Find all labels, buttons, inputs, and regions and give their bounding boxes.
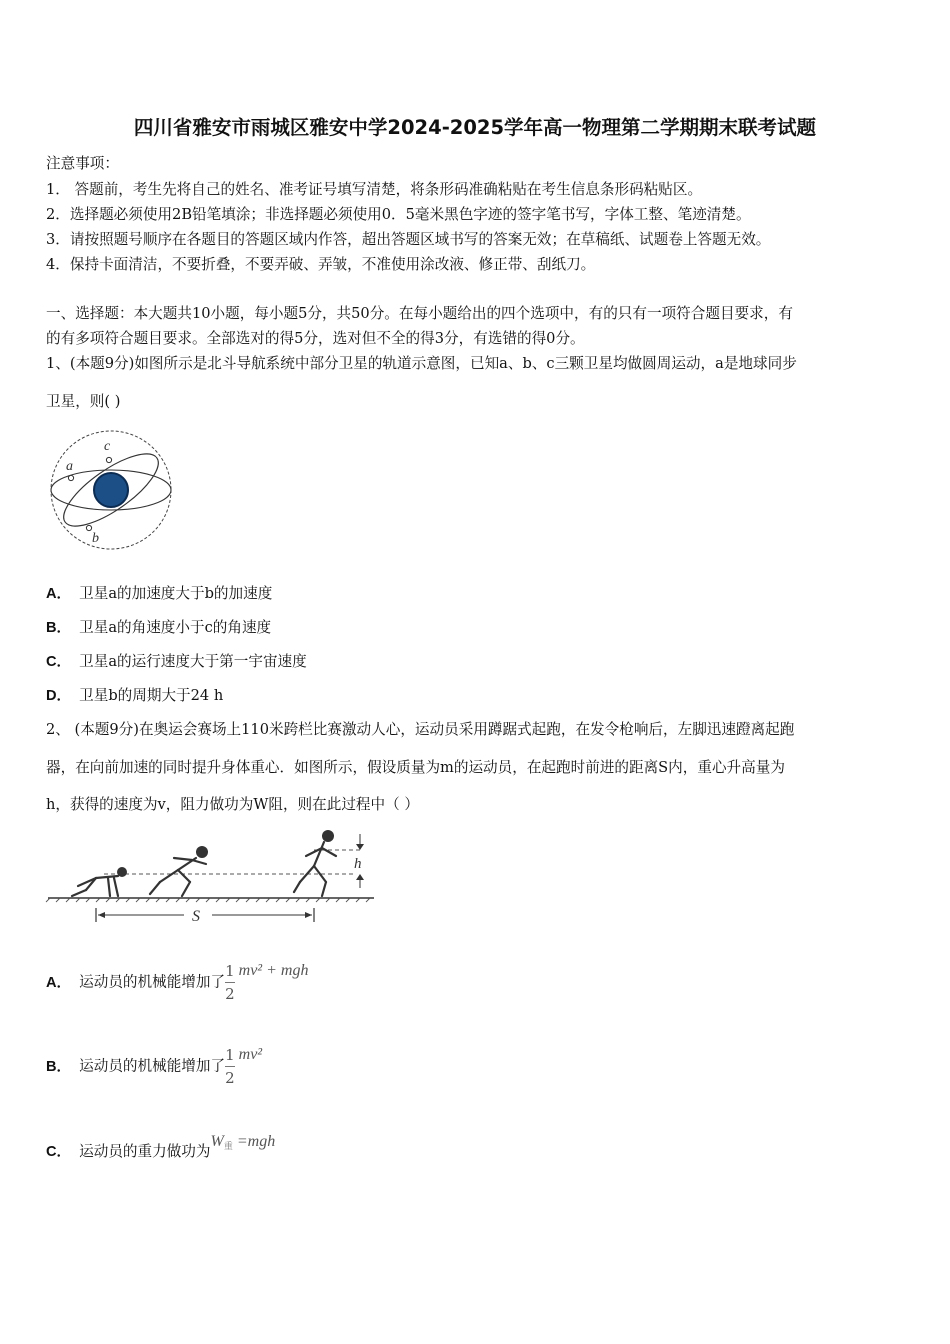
orbit-label-c: c	[104, 439, 111, 454]
section1-line2: 的有多项符合题目要求。全部选对的得5分，选对但不全的得3分，有选错的得0分。	[46, 330, 585, 347]
q2-stem-line1: 2、 (本题9分)在奥运会赛场上110米跨栏比赛激动人心，运动员采用蹲踞式起跑，在发令枪响后，左脚迅速蹬离起跑	[46, 721, 795, 738]
q1-option-c[interactable]: C． 卫星a的运行速度大于第一宇宙速度	[46, 653, 307, 670]
q2-option-b[interactable]: B． 运动员的机械能增加了 $\frac{1}{2}$ mv²	[46, 1045, 263, 1087]
q2-option-c[interactable]: C． 运动员的重力做功为$W_重 =mgh$	[46, 1133, 276, 1160]
orbit-diagram	[44, 426, 179, 556]
orbit-label-a: a	[66, 459, 73, 474]
runner-label-h: h	[354, 856, 362, 872]
q1-option-d[interactable]: D． 卫星b的周期大于24 h	[46, 687, 224, 704]
runner-label-s: S	[192, 908, 200, 925]
q1-option-a[interactable]: A． 卫星a的加速度大于b的加速度	[46, 585, 273, 602]
notice-item-4: 4．保持卡面清洁，不要折叠，不要弄破、弄皱，不准使用涂改液、修正带、刮纸刀。	[46, 256, 596, 273]
q2-stem-line2: 器，在向前加速的同时提升身体重心．如图所示，假设质量为m的运动员，在起跑时前进的距离S内，重心升高量为	[46, 759, 785, 776]
q1-stem-line2: 卫星，则( )	[46, 393, 121, 410]
q1-option-b[interactable]: B． 卫星a的角速度小于c的角速度	[46, 619, 272, 636]
section1-line1: 一、选择题：本大题共10小题，每小题5分，共50分。在每小题给出的四个选项中，有的只有一项符合题目要求，有	[46, 305, 793, 322]
runner-diagram	[44, 826, 379, 926]
fraction: $\frac{1}{2}$	[225, 1046, 235, 1087]
notice-item-3: 3．请按照题号顺序在各题目的答题区域内作答，超出答题区域书写的答案无效；在草稿纸、试题卷上答题无效。	[46, 231, 771, 248]
notice-item-1: 1． 答题前，考生先将自己的姓名、准考证号填写清楚，将条形码准确粘贴在考生信息条形码粘贴区。	[46, 181, 703, 198]
notice-item-2: 2．选择题必须使用2B铅笔填涂；非选择题必须使用0．5毫米黑色字迹的签字笔书写，字体工整、笔迹清楚。	[46, 206, 751, 223]
q2-option-a[interactable]: A． 运动员的机械能增加了 $\frac{1}{2}$ mv² + mgh	[46, 961, 309, 1003]
page-title: 四川省雅安市雨城区雅安中学2024-2025学年高一物理第二学期期末联考试题	[133, 116, 817, 139]
orbit-label-b: b	[92, 531, 99, 546]
q1-stem-line1: 1、(本题9分)如图所示是北斗导航系统中部分卫星的轨道示意图，已知a、b、c三颗卫星均做圆周运动，a是地球同步	[46, 355, 797, 372]
notice-heading: 注意事项：	[46, 155, 119, 172]
fraction: $\frac{1}{2}$	[225, 962, 235, 1003]
q2-stem-line3: h，获得的速度为v，阻力做功为W阻，则在此过程中（ ）	[46, 796, 419, 813]
